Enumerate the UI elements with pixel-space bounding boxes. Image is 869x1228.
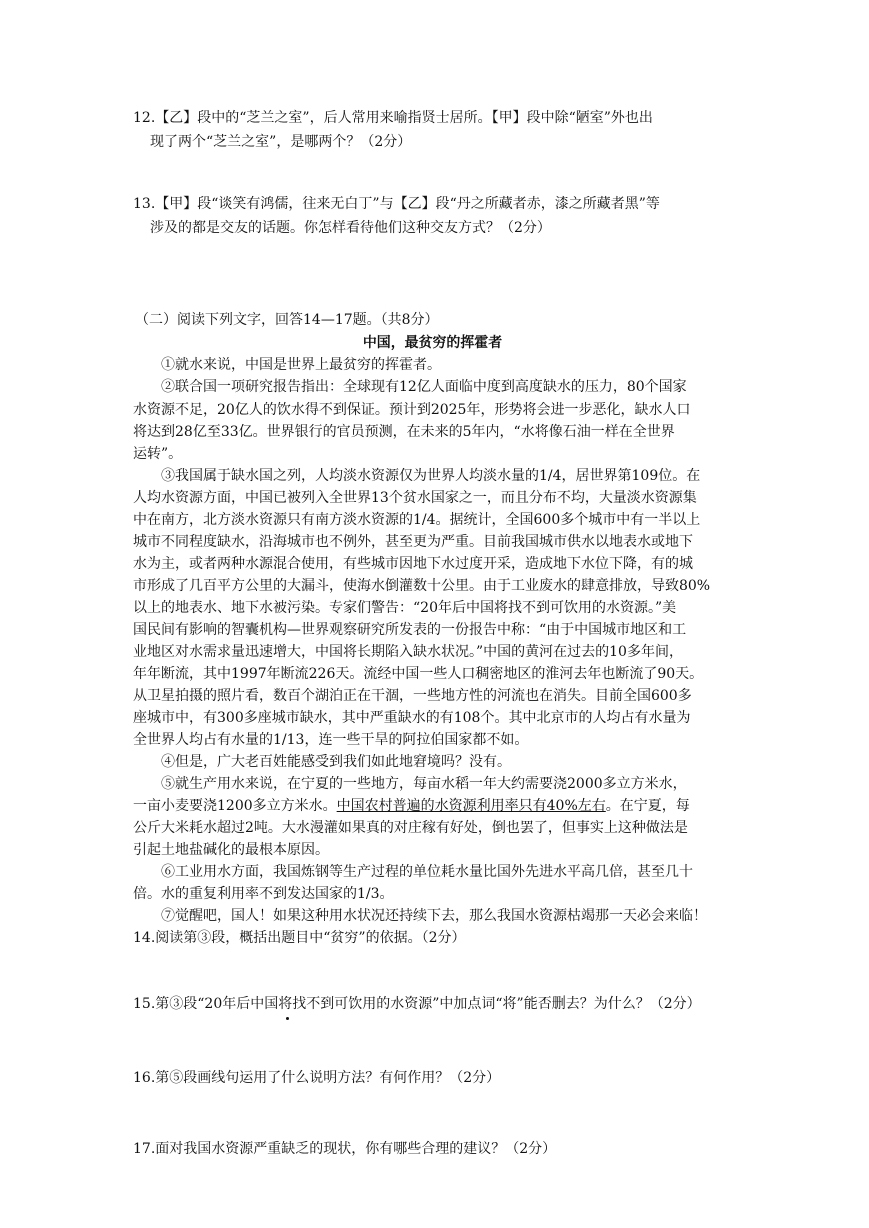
paragraph-5-line bbox=[133, 796, 690, 816]
paragraph-3-line: 水为主，或者两种水源混合使用，有些城市因地下水过度开采，造成地下水位下降，有的城 bbox=[133, 556, 693, 572]
paragraph-5-text: 。在宁夏，每 bbox=[605, 798, 690, 814]
question-14: 14.阅读第③段，概括出题目中“贫穷”的依据。（2分） bbox=[133, 930, 466, 946]
paragraph-2-line: ②联合国一项研究报告指出：全球现有12亿人面临中度到高度缺水的压力，80个国家 bbox=[161, 379, 687, 395]
paragraph-3-line: 座城市中，有300多座城市缺水，其中严重缺水的有108个。其中北京市的人均占有水量为 bbox=[133, 710, 691, 726]
question-15: 15.第③段“20年后中国将找不到可饮用的水资源”中加点词“将”能否删去？为什么？（2分） bbox=[133, 996, 701, 1012]
paragraph-3-line: 从卫星拍摄的照片看，数百个湖泊正在干涸，一些地方性的河流也在消失。目前全国600多 bbox=[133, 688, 692, 704]
paragraph-3-line: 城市不同程度缺水，沿海城市也不例外，甚至更为严重。目前我国城市供水以地表水或地下 bbox=[133, 534, 693, 550]
question-12-line-1: 12.【乙】段中的“芝兰之室”，后人常用来喻指贤士居所。【甲】段中除“陋室”外也出 bbox=[133, 110, 653, 126]
question-16: 16.第⑤段画线句运用了什么说明方法？有何作用？（2分） bbox=[133, 1070, 501, 1086]
paragraph-5-line: 引起土地盐碱化的最根本原因。 bbox=[133, 842, 329, 858]
paragraph-7: ⑦觉醒吧，国人！如果这种用水状况还持续下去，那么我国水资源枯竭那一天必会来临！ bbox=[161, 908, 707, 924]
paragraph-3-line: 全世界人均占有水量的1/13，连一些干旱的阿拉伯国家都不如。 bbox=[133, 732, 529, 748]
paragraph-1: ①就水来说，中国是世界上最贫穷的挥霍者。 bbox=[161, 357, 441, 373]
paragraph-3-line: 以上的地表水、地下水被污染。专家们警告：“20年后中国将找不到可饮用的水资源。”美 bbox=[133, 600, 677, 616]
paragraph-6-line: 倍。水的重复利用率不到发达国家的1/3。 bbox=[133, 886, 394, 902]
paragraph-3-line: ③我国属于缺水国之列，人均淡水资源仅为世界人均淡水量的1/4，居世界第109位。在 bbox=[161, 468, 701, 484]
emphasis-dot bbox=[286, 1017, 289, 1020]
paragraph-3-line: 中在南方，北方淡水资源只有南方淡水资源的1/4。据统计，全国600多个城市中有一半以上 bbox=[133, 512, 701, 528]
paragraph-3-line: 人均水资源方面，中国已被列入全世界13个贫水国家之一，而且分布不均，大量淡水资源集 bbox=[133, 490, 697, 506]
paragraph-3-line: 市形成了几百平方公里的大漏斗，使海水倒灌数十公里。由于工业废水的肆意排放，导致80% bbox=[133, 578, 711, 594]
paragraph-3-line: 业地区对水需求量迅速增大，中国将长期陷入缺水状况。”中国的黄河在过去的10多年间， bbox=[133, 644, 683, 660]
paragraph-2-line: 水资源不足，20亿人的饮水得不到保证。预计到2025年，形势将会进一步恶化，缺水人口 bbox=[133, 402, 691, 418]
question-13-line-2: 涉及的都是交友的话题。你怎样看待他们这种交友方式？（2分） bbox=[150, 220, 551, 236]
paragraph-3-line: 年年断流，其中1997年断流226天。流经中国一些人口稠密地区的淮河去年也断流了90天。 bbox=[133, 666, 704, 682]
article-title: 中国，最贫穷的挥霍者 bbox=[362, 335, 503, 351]
question-17: 17.面对我国水资源严重缺乏的现状，你有哪些合理的建议？（2分） bbox=[133, 1141, 557, 1157]
paragraph-4: ④但是，广大老百姓能感受到我们如此地窘境吗？没有。 bbox=[161, 754, 511, 770]
paragraph-5-line: 公斤大米耗水超过2吨。大水漫灌如果真的对庄稼有好处，倒也罢了，但事实上这种做法是 bbox=[133, 820, 688, 836]
paragraph-2-line: 将达到28亿至33亿。世界银行的官员预测，在未来的5年内，“水将像石油一样在全世界 bbox=[133, 424, 675, 440]
paragraph-5-text: 一亩小麦要浇1200多立方米水。 bbox=[133, 798, 337, 814]
paragraph-6-line: ⑥工业用水方面，我国炼钢等生产过程的单位耗水量比国外先进水平高几倍，甚至几十 bbox=[161, 864, 693, 880]
paragraph-3-line: 国民间有影响的智囊机构—世界观察研究所发表的一份报告中称：“由于中国城市地区和工 bbox=[133, 622, 687, 638]
question-12-line-2: 现了两个“芝兰之室”，是哪两个？（2分） bbox=[150, 134, 412, 150]
section-intro: （二）阅读下列文字，回答14—17题。（共8分） bbox=[135, 312, 439, 328]
underlined-sentence: 中国农村普遍的水资源利用率只有40%左右 bbox=[336, 798, 606, 814]
paragraph-5-line: ⑤就生产用水来说，在宁夏的一些地方，每亩水稻一年大约需要浇2000多立方米水， bbox=[161, 776, 687, 792]
question-13-line-1: 13.【甲】段“谈笑有鸿儒，往来无白丁”与【乙】段“丹之所藏者赤，漆之所藏者黑”等 bbox=[133, 196, 660, 212]
paragraph-2-line: 运转”。 bbox=[133, 446, 183, 462]
